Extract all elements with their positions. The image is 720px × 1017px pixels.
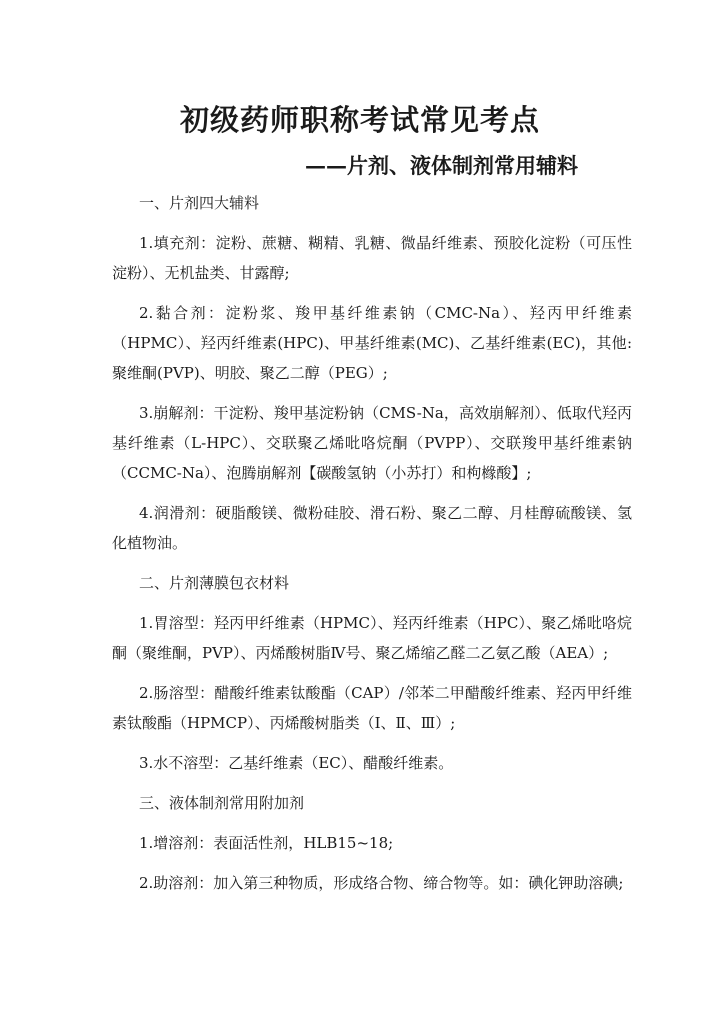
document-title: 初级药师职称考试常见考点: [179, 103, 540, 137]
paragraph-lubricants: 4.润滑剂：硬脂酸镁、微粉硅胶、滑石粉、聚乙二醇、月桂醇硫酸镁、氢化植物油。: [112, 504, 632, 552]
document-body: [112, 188, 632, 908]
document-subtitle: ——片剂、液体制剂常用辅料: [305, 153, 578, 178]
paragraph-fillers: 1.填充剂：淀粉、蔗糖、糊精、乳糖、微晶纤维素、预胶化淀粉（可压性淀粉）、无机盐类、甘露醇;: [112, 234, 632, 282]
section-heading-liquid-additives: 三、液体制剂常用附加剂: [139, 794, 305, 812]
paragraph-binders: 2.黏合剂：淀粉浆、羧甲基纤维素钠（CMC-Na）、羟丙甲纤维素（HPMC）、羟丙纤维素(HPC)、甲基纤维素(MC)、乙基纤维素(EC)，其他:聚维酮(PVP)、明胶、聚乙二醇（PEG）;: [112, 304, 632, 382]
paragraph-solubilizers: 1.增溶剂：表面活性剂，HLB15~18;: [139, 834, 394, 852]
paragraph-gastric-soluble: 1.胃溶型：羟丙甲纤维素（HPMC）、羟丙纤维素（HPC）、聚乙烯吡咯烷酮（聚维酮，PVP）、丙烯酸树脂Ⅳ号、聚乙烯缩乙醛二乙氨乙酸（AEA）;: [112, 614, 632, 662]
paragraph-disintegrants: 3.崩解剂：干淀粉、羧甲基淀粉钠（CMS-Na，高效崩解剂）、低取代羟丙基纤维素（L-HPC）、交联聚乙烯吡咯烷酮（PVPP）、交联羧甲基纤维素钠（CCMC-Na）、泡腾崩解剂【碳酸氢钠（小苏打）和枸橼酸】;: [112, 404, 632, 482]
paragraph-enteric: 2.肠溶型：醋酸纤维素钛酸酯（CAP）/邻苯二甲醋酸纤维素、羟丙甲纤维素钛酸酯（HPMCP）、丙烯酸树脂类（Ⅰ、Ⅱ、Ⅲ）;: [112, 684, 632, 732]
paragraph-water-insoluble: 3.水不溶型：乙基纤维素（EC）、醋酸纤维素。: [139, 754, 454, 772]
section-heading-film-coating: 二、片剂薄膜包衣材料: [139, 574, 290, 592]
section-heading-tablet-excipients: 一、片剂四大辅料: [139, 194, 260, 212]
paragraph-cosolvents: 2.助溶剂：加入第三种物质，形成络合物、缔合物等。如：碘化钾助溶碘;: [139, 874, 624, 892]
